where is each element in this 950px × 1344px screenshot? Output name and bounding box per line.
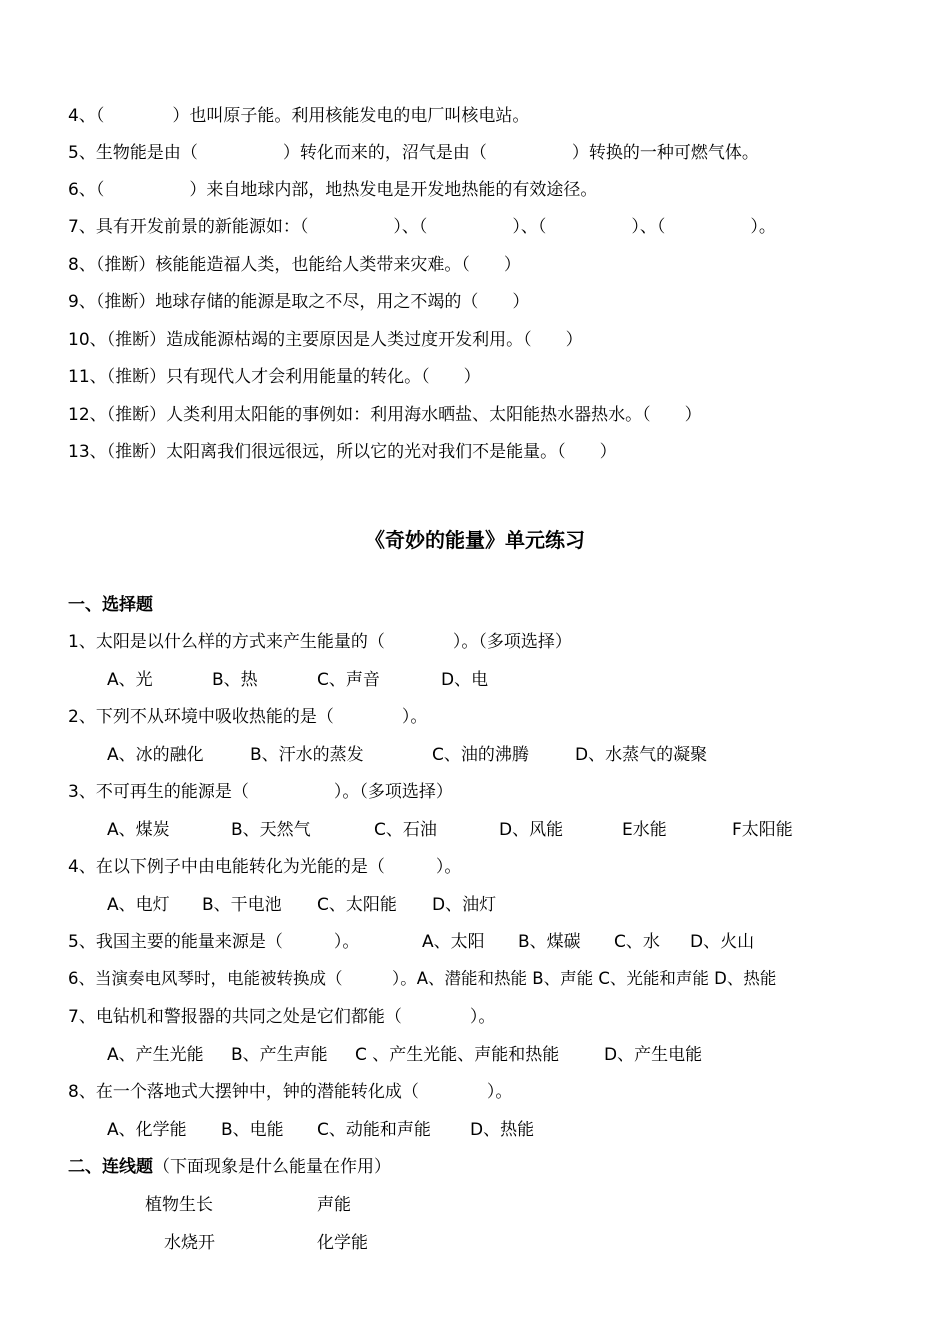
q4-option-a: A、电灯 [107, 895, 170, 915]
q8-option-a: A、化学能 [107, 1120, 187, 1140]
q5-option-b: B、煤碳 [518, 932, 581, 952]
question-9: 9、（推断）地球存储的能源是取之不尽，用之不竭的（ ） [68, 292, 530, 312]
q1-option-d: D、电 [441, 670, 489, 690]
q4-option-c: C、太阳能 [317, 895, 397, 915]
q3-option-e: E水能 [622, 820, 667, 840]
match-left-item-1: 植物生长 [145, 1195, 213, 1215]
q4-option-b: B、干电池 [202, 895, 282, 915]
q7-option-d: D、产生电能 [604, 1045, 703, 1065]
question-12: 12、（推断）人类利用太阳能的事例如：利用海水晒盐、太阳能热水器热水。（ ） [68, 405, 702, 425]
q5-option-a: A、太阳 [422, 932, 485, 952]
q3-option-a: A、煤炭 [107, 820, 170, 840]
q3-option-f: F太阳能 [732, 820, 793, 840]
q3-option-c: C、石油 [374, 820, 437, 840]
section-heading-matching: 二、连线题（下面现象是什么能量在作用） [68, 1157, 391, 1177]
q2-option-b: B、汗水的蒸发 [250, 745, 364, 765]
question-5: 5、生物能是由（ ）转化而来的，沼气是由（ ）转换的一种可燃气体。 [68, 143, 759, 163]
question-11: 11、（推断）只有现代人才会利用能量的转化。（ ） [68, 367, 481, 387]
q7-option-b: B、产生声能 [231, 1045, 328, 1065]
match-right-item-2: 化学能 [317, 1233, 368, 1253]
q2-option-a: A、冰的融化 [107, 745, 204, 765]
choice-question-7: 7、电钻机和警报器的共同之处是它们都能（ ）。 [68, 1007, 496, 1027]
choice-question-2: 2、下列不从环境中吸收热能的是（ ）。 [68, 707, 428, 727]
q1-option-a: A、光 [107, 670, 153, 690]
question-8: 8、（推断）核能能造福人类，也能给人类带来灾难。（ ） [68, 255, 521, 275]
question-10: 10、（推断）造成能源枯竭的主要原因是人类过度开发利用。（ ） [68, 330, 583, 350]
q1-option-b: B、热 [212, 670, 258, 690]
choice-question-1: 1、太阳是以什么样的方式来产生能量的（ ）。（多项选择） [68, 632, 572, 652]
q4-option-d: D、油灯 [432, 895, 497, 915]
q8-option-b: B、电能 [221, 1120, 284, 1140]
choice-question-8: 8、在一个落地式大摆钟中，钟的潜能转化成（ ）。 [68, 1082, 513, 1102]
choice-question-6: 6、当演奏电风琴时，电能被转换成（ ）。A、潜能和热能 B、声能 C、光能和声能 D、热能 [68, 969, 777, 988]
q2-option-c: C、油的沸腾 [432, 745, 529, 765]
q3-option-b: B、天然气 [231, 820, 311, 840]
q1-option-c: C、声音 [317, 670, 380, 690]
match-right-item-1: 声能 [317, 1195, 351, 1215]
choice-question-3: 3、不可再生的能源是（ ）。（多项选择） [68, 782, 453, 802]
q7-option-a: A、产生光能 [107, 1045, 204, 1065]
section-heading-choice: 一、选择题 [68, 595, 153, 615]
question-4: 4、（ ）也叫原子能。利用核能发电的电厂叫核电站。 [68, 106, 530, 126]
q7-option-c: C 、产生光能、声能和热能 [355, 1045, 560, 1065]
q2-option-d: D、水蒸气的凝聚 [575, 745, 708, 765]
q5-option-c: C、水 [614, 932, 660, 952]
match-left-item-2: 水烧开 [164, 1233, 215, 1253]
question-6: 6、（ ）来自地球内部，地热发电是开发地热能的有效途径。 [68, 180, 598, 200]
section-note: （下面现象是什么能量在作用） [153, 1157, 391, 1177]
choice-question-4: 4、在以下例子中由电能转化为光能的是（ ）。 [68, 857, 462, 877]
q3-option-d: D、风能 [499, 820, 564, 840]
choice-question-5: 5、我国主要的能量来源是（ ）。 [68, 932, 360, 952]
q8-option-d: D、热能 [470, 1120, 535, 1140]
q8-option-c: C、动能和声能 [317, 1120, 431, 1140]
question-7: 7、具有开发前景的新能源如：（ ）、（ ）、（ ）、（ ）。 [68, 217, 776, 237]
question-13: 13、（推断）太阳离我们很远很远，所以它的光对我们不是能量。（ ） [68, 442, 617, 462]
q5-option-d: D、火山 [690, 932, 755, 952]
page-title: 《奇妙的能量》单元练习 [365, 528, 585, 552]
